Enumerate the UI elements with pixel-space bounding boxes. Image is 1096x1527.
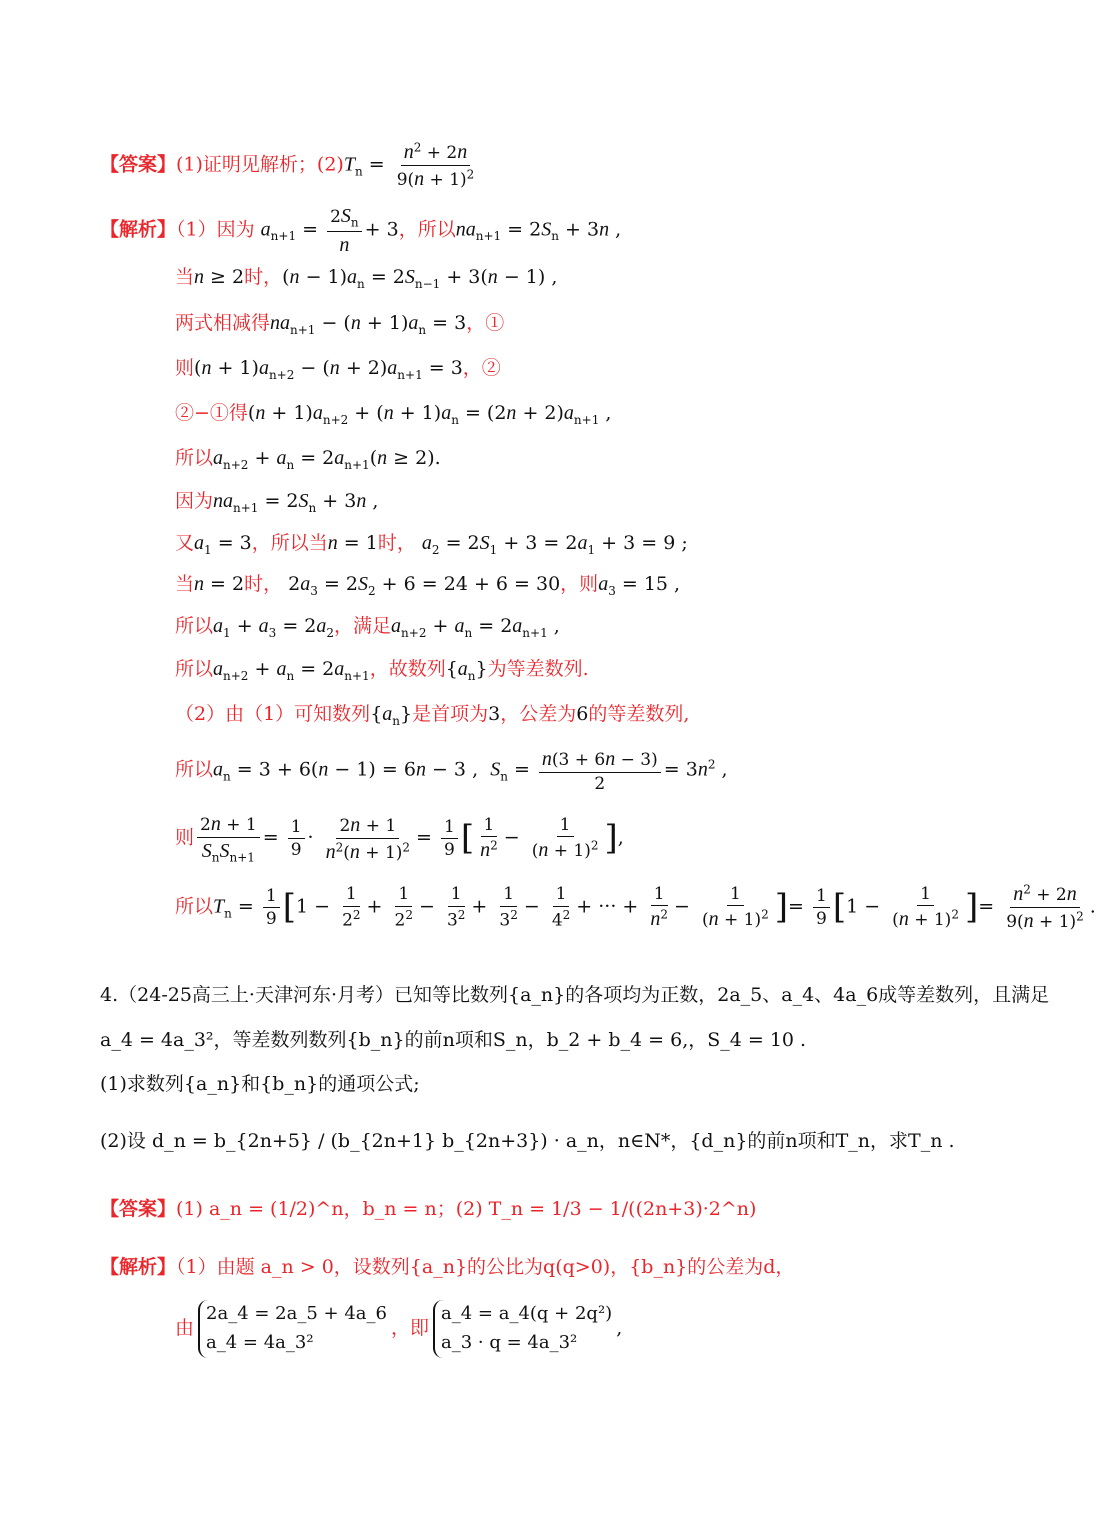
q3-line-7: 因为$na_{n+1} = 2S_n + 3n$ , (175, 490, 379, 515)
question-number: 4. (100, 984, 119, 1006)
question-stem-2: a_4 = 4a_3²，等差数列数列{b_n}的前n项和S_n，b_2 + b_4 = 6,，S_4 = 10 . (100, 1029, 807, 1051)
q4-analysis-line-2: 由 2a_4 = 2a_5 + 4a_6 a_4 = 4a_3² ，即 a_4 = a_4(q + 2q²) a_3 · q = 4a_3² , (175, 1300, 622, 1358)
q3-line-8: 又$a_1 = 3$，所以当n = 1时， $a_2 = 2S_1 + 3 = 2a_1 + 3 = 9$ ; (175, 532, 688, 557)
q3-line-13: 所以$a_n = 3 + 6(n - 1) = 6n - 3$ , $S_n$ = $\frac{n(3 + 6n - 3)}{2}$ = $3n^2$ , (175, 748, 728, 794)
analysis-tag: 【解析】 (100, 1256, 177, 1278)
q3-line-6: 所以$a_{n+2} + a_n = 2a_{n+1}(n \ge 2)$. (175, 447, 441, 472)
question-stem-1: 已知等比数列{a_n}的各项均为正数，2a_5、a_4、4a_6成等差数列，且满足 (394, 984, 1050, 1006)
answer-tag: 【答案】 (100, 153, 177, 176)
q3-answer: 【答案】(1)证明见解析；$(2)T_n$ = $\frac{n^2 + 2n}{9(n + 1)^2}$ (100, 140, 475, 190)
answer-tag: 【答案】 (100, 1198, 177, 1220)
q3-line-3: 两式相减得$na_{n+1} - (n + 1)a_n = 3$，① (175, 312, 505, 337)
q4-answer (100, 1198, 756, 1221)
question-source: （24-25高三上·天津河东·月考） (118, 984, 394, 1006)
q4-analysis-line-1: 【解析】（1）由题 a_n > 0，设数列{a_n}的公比为q(q>0)，{b_n}的公差为d， (100, 1256, 795, 1278)
q3-line-10: 所以$a_1 + a_3 = 2a_2$，满足$a_{n+2} + a_n = 2a_{n+1}$ , (175, 615, 560, 640)
q3-line-2: 当n ≥ 2时，$(n - 1)a_n = 2S_{n-1} + 3(n - 1)$ , (175, 266, 558, 291)
answer-text: (1) a_n = (1/2)^n，b_n = n；(2) T_n = 1/3 − 1/((2n+3)·2^n) (176, 1198, 757, 1220)
equation-system-1: 2a_4 = 2a_5 + 4a_6 a_4 = 4a_3² (198, 1300, 387, 1358)
q3-line-4: 则$(n + 1)a_{n+2} - (n + 2)a_{n+1} = 3$，② (175, 357, 501, 382)
equation-system-2: a_4 = a_4(q + 2q²) a_3 · q = 4a_3² (433, 1300, 612, 1358)
q3-line-12: （2）由（1）可知数列$\{a_n\}$是首项为3，公差为6的等差数列, (175, 703, 690, 728)
analysis-tag: 【解析】 (100, 218, 177, 241)
q3-line-5: ②−①得$(n + 1)a_{n+2} + (n + 1)a_n = (2n + 2)a_{n+1}$ , (175, 402, 612, 427)
q3-line-9: 当n = 2时， $2a_3 = 2S_2 + 6 = 24 + 6 = 30$，则$a_3 = 15$ , (175, 573, 681, 598)
q4-stem-line-2 (100, 1029, 806, 1052)
answer-text: (1)证明见解析；(2) (176, 153, 344, 176)
q4-part-1: (1)求数列{a_n}和{b_n}的通项公式; (100, 1073, 420, 1095)
q3-line-11: 所以$a_{n+2} + a_n = 2a_{n+1}$，故数列$\{a_n\}$为等差数列. (175, 658, 589, 683)
q3-line-14: 则 $\frac{2n + 1}{S_nS_{n+1}}$ = $\frac{1}{9}$ · $\frac{2n + 1}{n^2(n + 1)^2}$ = $\frac{1}{9}$ [ $\frac{1}{n^2}$ − $\frac{1}{(n + 1)^2}$ ], (175, 813, 624, 865)
q3-line-15: 所以$T_n$ = $\frac{1}{9}$ [1 − $\frac{1}{2^2}$ + $\frac{1}{2^2}$ − $\frac{1}{3^2}$ + $\frac{1}{3^2}$ − $\frac{1}{4^2}$ + ··· + $\frac{1}{n^2}$ − $\frac{1}{(n + 1)^2}$ ]= $\frac{1}{9}$ [1 − $\frac{1}{(n + 1)^2}$ ]= $\frac{n^2 + 2n}{9(n + 1)^2}$ . (175, 882, 1096, 932)
q3-analysis-line-1: 【解析】（1）因为 $a_{n+1}$ = $\frac{2S_n}{n}$ + 3，所以$na_{n+1} = 2S_n + 3n$ , (100, 205, 622, 256)
q4-stem-line-1 (100, 984, 1049, 1007)
q4-part-2: (2)设 d_n = b_{2n+5} / (b_{2n+1} b_{2n+3}) · a_n，n∈N*，{d_n}的前n项和T_n，求T_n . (100, 1130, 955, 1152)
